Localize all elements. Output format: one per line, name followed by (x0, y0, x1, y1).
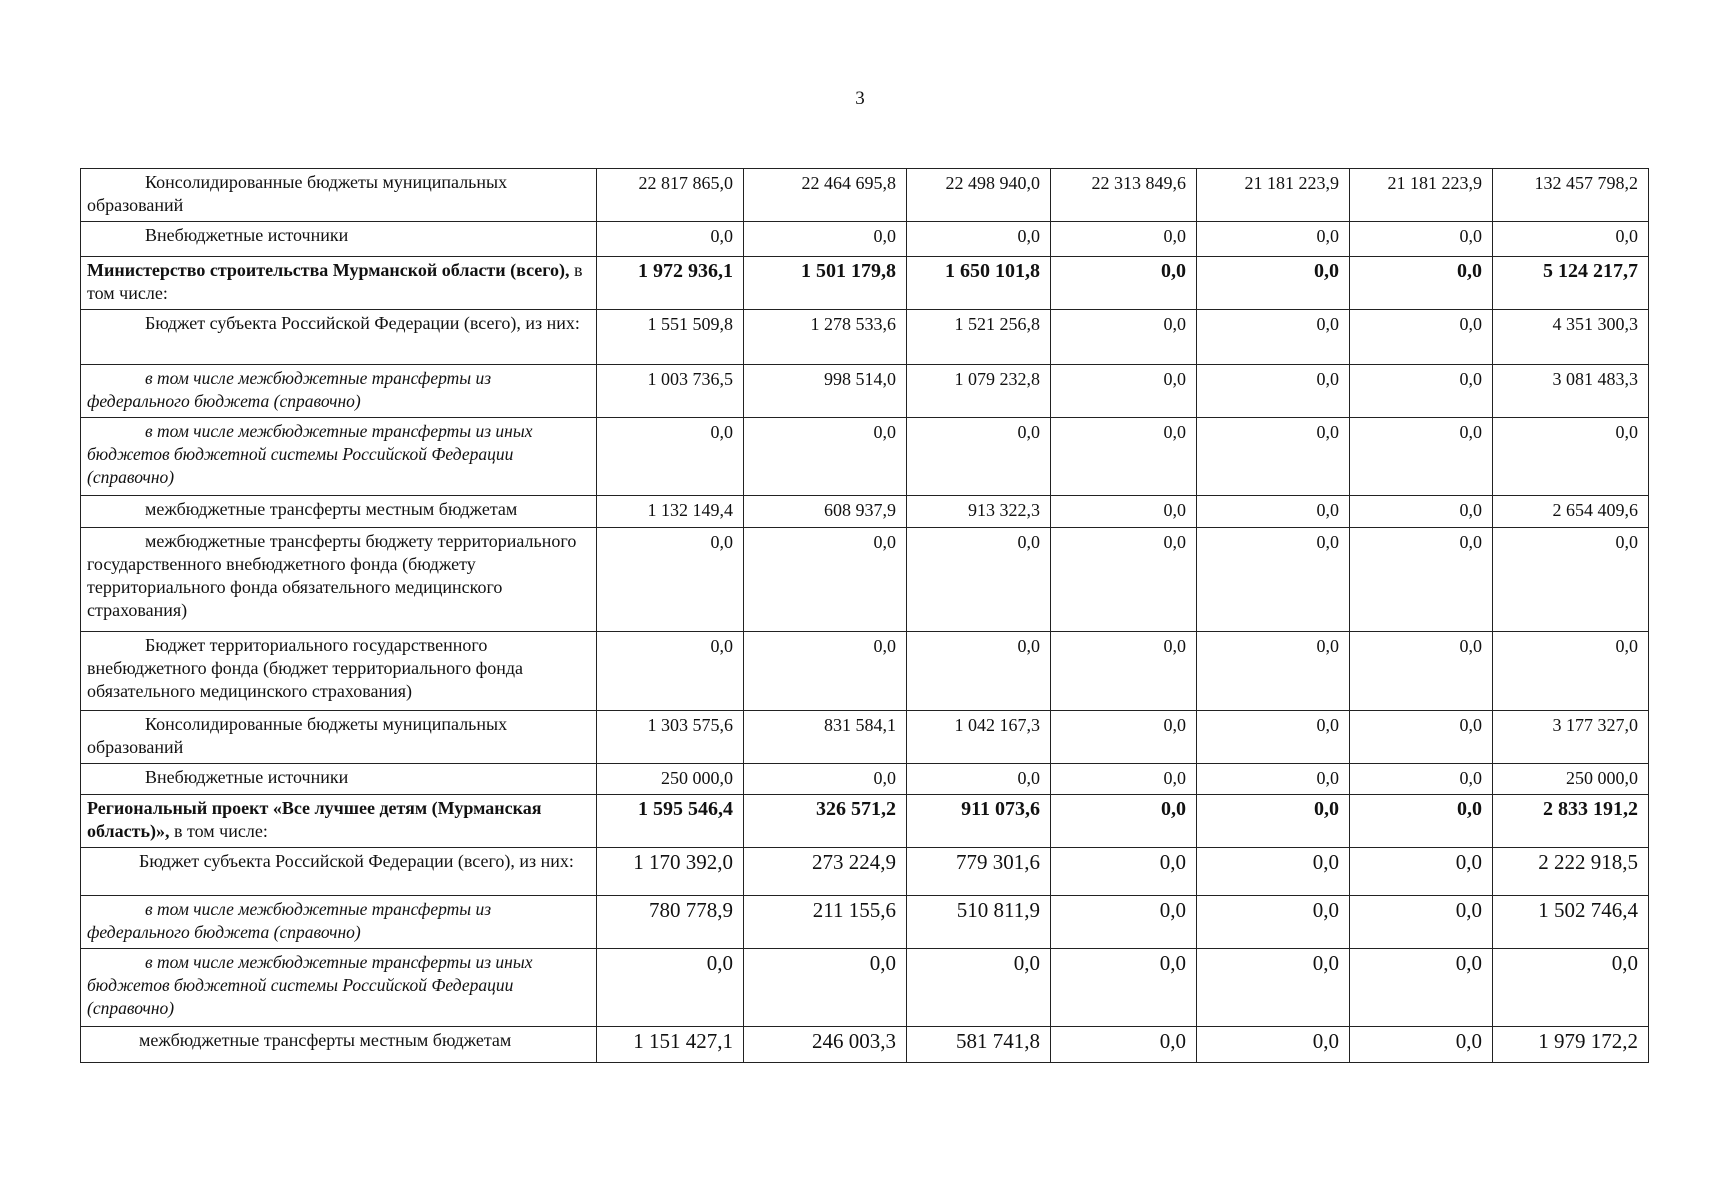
row-label-bold: Министерство строительства Мурманской области (всего), (87, 260, 570, 280)
row-value-col-7: 0,0 (1493, 632, 1649, 711)
table-row-consolidated-municipal-1 (81, 169, 1649, 222)
row-value-col-1: 1 003 736,5 (597, 365, 744, 418)
row-value-col-7: 0,0 (1493, 418, 1649, 496)
row-value-col-7: 0,0 (1493, 528, 1649, 632)
row-value-col-5: 0,0 (1197, 764, 1350, 795)
row-label-text: Бюджет субъекта Российской Федерации (всего), из них: (139, 851, 574, 871)
table-row-other-budgets-transfers-2 (81, 949, 1649, 1027)
row-value-col-3: 911 073,6 (907, 795, 1051, 848)
row-value-col-5: 0,0 (1197, 310, 1350, 365)
row-value-col-5: 0,0 (1197, 496, 1350, 528)
row-label (81, 632, 597, 711)
row-value-col-3: 0,0 (907, 528, 1051, 632)
row-value-col-3: 0,0 (907, 418, 1051, 496)
row-value-col-3: 1 650 101,8 (907, 257, 1051, 310)
row-value-col-5: 0,0 (1197, 795, 1350, 848)
row-label (81, 764, 597, 795)
row-value-col-5: 0,0 (1197, 418, 1350, 496)
row-value-col-1: 0,0 (597, 632, 744, 711)
table-row-other-budgets-transfers-1 (81, 418, 1649, 496)
row-value-col-1: 0,0 (597, 418, 744, 496)
row-value-col-2: 22 464 695,8 (744, 169, 907, 222)
row-label-text: межбюджетные трансферты местным бюджетам (145, 499, 518, 519)
row-label-text: в том числе межбюджетные трансферты из иных бюджетов бюджетной системы Российской Федерации (справочно) (87, 952, 533, 1018)
table-row-territorial-fund-budget-1 (81, 632, 1649, 711)
row-value-col-6: 0,0 (1350, 257, 1493, 310)
budget-table (80, 168, 1649, 1063)
row-value-col-6: 0,0 (1350, 795, 1493, 848)
row-value-col-7: 5 124 217,7 (1493, 257, 1649, 310)
row-value-col-3: 779 301,6 (907, 848, 1051, 896)
table-row-ministry-construction-total (81, 257, 1649, 310)
row-value-col-3: 510 811,9 (907, 896, 1051, 949)
row-label-text: межбюджетные трансферты бюджету территориального государственного внебюджетного фонда (бюджету территориального фонда обязательного медицинского страхования) (87, 531, 577, 620)
row-value-col-4: 0,0 (1051, 949, 1197, 1027)
row-value-col-2: 998 514,0 (744, 365, 907, 418)
row-value-col-6: 0,0 (1350, 1027, 1493, 1063)
row-value-col-2: 0,0 (744, 632, 907, 711)
row-label-bold: Региональный проект «Все лучшее детям (Мурманская область)», (87, 798, 542, 841)
table-row-local-transfers-2 (81, 1027, 1649, 1063)
row-label (81, 795, 597, 848)
row-value-col-6: 0,0 (1350, 896, 1493, 949)
row-value-col-2: 246 003,3 (744, 1027, 907, 1063)
row-value-col-1: 0,0 (597, 528, 744, 632)
row-value-col-6: 0,0 (1350, 764, 1493, 795)
row-value-col-6: 0,0 (1350, 418, 1493, 496)
row-value-col-3: 1 521 256,8 (907, 310, 1051, 365)
row-label (81, 528, 597, 632)
row-value-col-4: 0,0 (1051, 257, 1197, 310)
row-value-col-5: 0,0 (1197, 257, 1350, 310)
row-value-col-1: 1 551 509,8 (597, 310, 744, 365)
row-label (81, 496, 597, 528)
row-value-col-4: 0,0 (1051, 764, 1197, 795)
row-value-col-4: 0,0 (1051, 365, 1197, 418)
row-value-col-1: 22 817 865,0 (597, 169, 744, 222)
row-value-col-6: 0,0 (1350, 365, 1493, 418)
row-value-col-4: 0,0 (1051, 632, 1197, 711)
row-value-col-7: 3 177 327,0 (1493, 711, 1649, 764)
row-value-col-7: 2 222 918,5 (1493, 848, 1649, 896)
row-value-col-1: 0,0 (597, 222, 744, 257)
row-label (81, 1027, 597, 1063)
row-value-col-7: 2 833 191,2 (1493, 795, 1649, 848)
table-row-consolidated-municipal-2 (81, 711, 1649, 764)
row-label (81, 711, 597, 764)
row-value-col-5: 0,0 (1197, 365, 1350, 418)
row-value-col-4: 0,0 (1051, 1027, 1197, 1063)
row-value-col-4: 0,0 (1051, 795, 1197, 848)
row-value-col-7: 1 979 172,2 (1493, 1027, 1649, 1063)
row-value-col-2: 608 937,9 (744, 496, 907, 528)
row-label-text: Бюджет территориального государственного внебюджетного фонда (бюджет территориального фонда обязательного медицинского страхования) (87, 635, 524, 701)
row-label-text: межбюджетные трансферты местным бюджетам (139, 1030, 512, 1050)
row-value-col-1: 1 132 149,4 (597, 496, 744, 528)
row-value-col-3: 913 322,3 (907, 496, 1051, 528)
row-value-col-2: 0,0 (744, 764, 907, 795)
row-value-col-1: 1 303 575,6 (597, 711, 744, 764)
row-label-tail: в том числе: (169, 821, 268, 841)
row-value-col-5: 0,0 (1197, 1027, 1350, 1063)
row-value-col-6: 0,0 (1350, 496, 1493, 528)
table-row-extrabudgetary-1 (81, 222, 1649, 257)
row-value-col-1: 780 778,9 (597, 896, 744, 949)
row-label (81, 896, 597, 949)
table-row-extrabudgetary-2 (81, 764, 1649, 795)
row-value-col-4: 0,0 (1051, 496, 1197, 528)
row-value-col-6: 21 181 223,9 (1350, 169, 1493, 222)
row-value-col-7: 0,0 (1493, 222, 1649, 257)
row-value-col-2: 831 584,1 (744, 711, 907, 764)
table-row-regional-project-total (81, 795, 1649, 848)
row-value-col-1: 1 170 392,0 (597, 848, 744, 896)
row-label (81, 949, 597, 1027)
row-value-col-5: 0,0 (1197, 848, 1350, 896)
row-label-text: Бюджет субъекта Российской Федерации (всего), из них: (145, 313, 580, 333)
row-value-col-6: 0,0 (1350, 848, 1493, 896)
row-value-col-3: 22 498 940,0 (907, 169, 1051, 222)
table-row-federal-transfers-2 (81, 896, 1649, 949)
row-value-col-2: 0,0 (744, 222, 907, 257)
row-value-col-7: 250 000,0 (1493, 764, 1649, 795)
row-value-col-1: 0,0 (597, 949, 744, 1027)
table-row-subject-budget-2 (81, 848, 1649, 896)
row-value-col-1: 1 972 936,1 (597, 257, 744, 310)
row-value-col-3: 0,0 (907, 764, 1051, 795)
row-value-col-5: 0,0 (1197, 222, 1350, 257)
row-label (81, 222, 597, 257)
row-value-col-4: 0,0 (1051, 222, 1197, 257)
row-value-col-2: 1 501 179,8 (744, 257, 907, 310)
row-value-col-5: 0,0 (1197, 528, 1350, 632)
row-value-col-1: 1 151 427,1 (597, 1027, 744, 1063)
row-value-col-5: 0,0 (1197, 949, 1350, 1027)
row-value-col-6: 0,0 (1350, 711, 1493, 764)
row-label-text: в том числе межбюджетные трансферты из иных бюджетов бюджетной системы Российской Федерации (справочно) (87, 421, 533, 487)
row-label-text: Консолидированные бюджеты муниципальных образований (87, 172, 508, 215)
row-value-col-7: 132 457 798,2 (1493, 169, 1649, 222)
row-label (81, 169, 597, 222)
row-value-col-2: 326 571,2 (744, 795, 907, 848)
row-value-col-2: 0,0 (744, 528, 907, 632)
row-value-col-7: 2 654 409,6 (1493, 496, 1649, 528)
row-label (81, 848, 597, 896)
row-value-col-2: 1 278 533,6 (744, 310, 907, 365)
row-value-col-3: 0,0 (907, 949, 1051, 1027)
table-row-territorial-fund-transfers-1 (81, 528, 1649, 632)
row-label (81, 418, 597, 496)
row-value-col-2: 211 155,6 (744, 896, 907, 949)
row-value-col-1: 250 000,0 (597, 764, 744, 795)
row-label-text: в том числе межбюджетные трансферты из федерального бюджета (справочно) (87, 899, 492, 942)
row-value-col-7: 0,0 (1493, 949, 1649, 1027)
row-value-col-3: 0,0 (907, 222, 1051, 257)
row-value-col-7: 3 081 483,3 (1493, 365, 1649, 418)
row-label-text: в том числе межбюджетные трансферты из федерального бюджета (справочно) (87, 368, 492, 411)
row-value-col-4: 0,0 (1051, 848, 1197, 896)
row-value-col-4: 0,0 (1051, 896, 1197, 949)
row-value-col-3: 1 079 232,8 (907, 365, 1051, 418)
row-value-col-4: 0,0 (1051, 418, 1197, 496)
row-value-col-4: 0,0 (1051, 528, 1197, 632)
row-value-col-1: 1 595 546,4 (597, 795, 744, 848)
row-value-col-4: 0,0 (1051, 310, 1197, 365)
row-value-col-6: 0,0 (1350, 222, 1493, 257)
row-value-col-2: 273 224,9 (744, 848, 907, 896)
table-row-local-transfers-1 (81, 496, 1649, 528)
row-value-col-4: 0,0 (1051, 711, 1197, 764)
row-label-text: Консолидированные бюджеты муниципальных образований (87, 714, 508, 757)
row-value-col-3: 1 042 167,3 (907, 711, 1051, 764)
row-value-col-7: 1 502 746,4 (1493, 896, 1649, 949)
row-value-col-6: 0,0 (1350, 528, 1493, 632)
row-value-col-5: 21 181 223,9 (1197, 169, 1350, 222)
row-value-col-6: 0,0 (1350, 310, 1493, 365)
row-value-col-5: 0,0 (1197, 711, 1350, 764)
row-label-text: Внебюджетные источники (145, 767, 349, 787)
page-number: 3 (855, 88, 865, 109)
table-row-subject-budget-1 (81, 310, 1649, 365)
row-value-col-2: 0,0 (744, 949, 907, 1027)
row-label-tail: в том числе: (87, 260, 583, 303)
row-value-col-3: 0,0 (907, 632, 1051, 711)
row-value-col-3: 581 741,8 (907, 1027, 1051, 1063)
row-label (81, 365, 597, 418)
row-value-col-4: 22 313 849,6 (1051, 169, 1197, 222)
budget-table-body (81, 169, 1649, 1063)
row-value-col-5: 0,0 (1197, 896, 1350, 949)
row-value-col-6: 0,0 (1350, 632, 1493, 711)
row-value-col-2: 0,0 (744, 418, 907, 496)
row-value-col-6: 0,0 (1350, 949, 1493, 1027)
table-row-federal-transfers-1 (81, 365, 1649, 418)
row-value-col-5: 0,0 (1197, 632, 1350, 711)
row-value-col-7: 4 351 300,3 (1493, 310, 1649, 365)
row-label-text: Внебюджетные источники (145, 225, 349, 245)
row-label (81, 257, 597, 310)
row-label (81, 310, 597, 365)
